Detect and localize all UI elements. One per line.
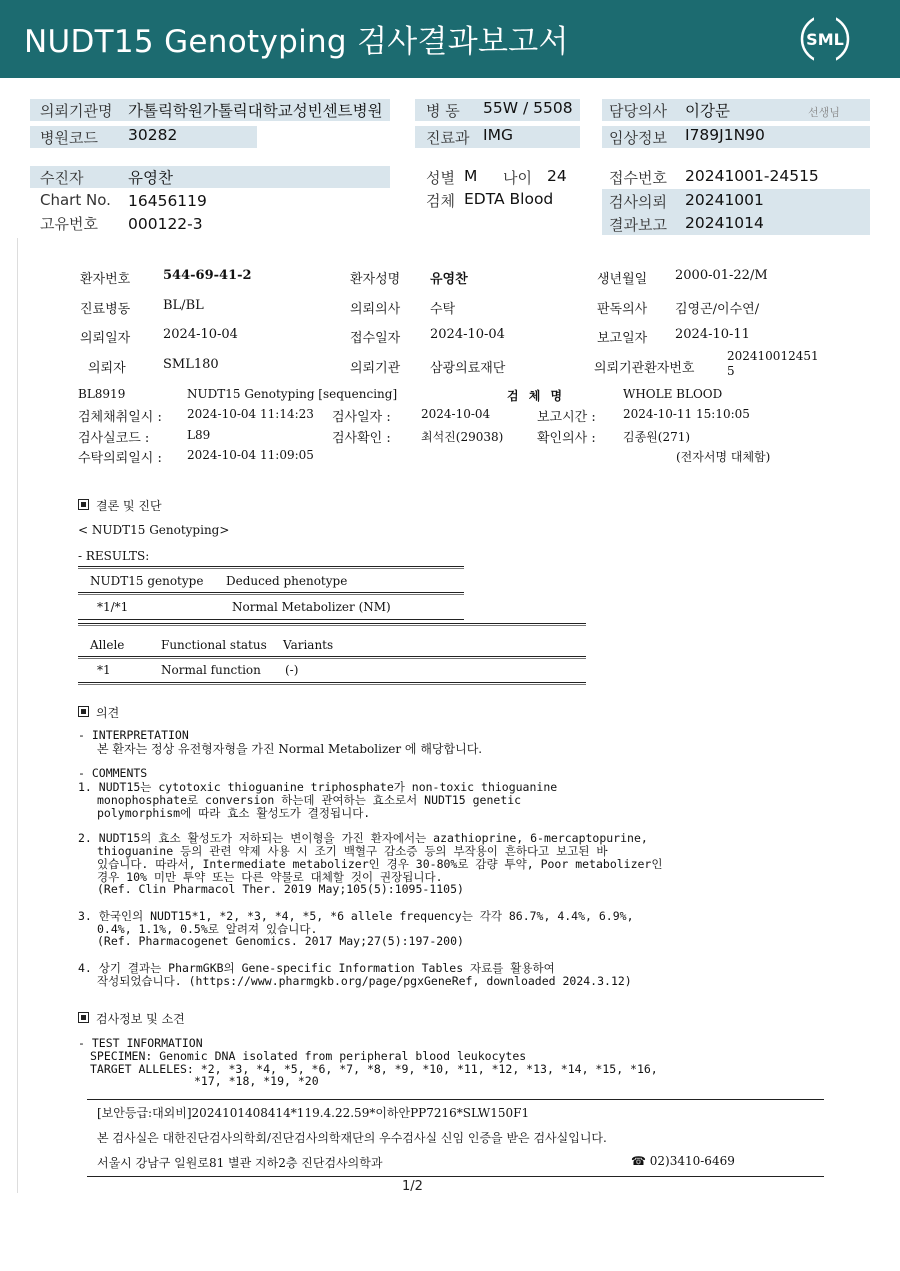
logo-text: SML [806, 30, 844, 49]
comment-line: (Ref. Clin Pharmacol Ther. 2019 May;105(5):1095-1105) [97, 882, 464, 896]
t2-variants: (-) [285, 663, 299, 677]
cert-line: 본 검사실은 대한진단검사의학회/진단검사의학재단의 우수검사실 신임 인증을 받은 검사실입니다. [97, 1131, 607, 1145]
table-rule [78, 684, 586, 685]
code-value: 30282 [128, 126, 178, 144]
report-label: 판독의사 [597, 302, 648, 317]
esign-note: (전자서명 대체함) [676, 450, 771, 464]
table-rule [78, 623, 586, 624]
testinfo-target: TARGET ALLELES: *2, *3, *4, *5, *6, *7, *8, *9, *10, *11, *12, *13, *14, *15, *16, [90, 1062, 658, 1076]
report-value: 544-69-41-2 [163, 268, 252, 283]
page-edge-line [17, 238, 18, 1193]
sex-label: 성별 [426, 169, 455, 187]
patient-label: 수진자 [40, 169, 84, 187]
test-date-value: 2024-10-04 [421, 407, 491, 421]
t1-genotype: *1/*1 [97, 600, 129, 614]
table-rule [78, 682, 586, 683]
table-rule [78, 566, 464, 567]
age-label: 나이 [503, 169, 532, 187]
report-label: 환자번호 [80, 272, 131, 287]
consign-value: 2024-10-04 11:09:05 [187, 448, 314, 462]
report-value: 2000-01-22/M [675, 268, 768, 283]
report-label: 의뢰자 [88, 361, 126, 376]
test-code: BL8919 [78, 387, 126, 401]
doctor-value: 이강문 [685, 102, 730, 120]
page-number: 1/2 [402, 1179, 423, 1194]
comments-title: - COMMENTS [78, 766, 148, 780]
report-value: BL/BL [163, 298, 204, 313]
comment-line: 0.4%, 1.1%, 0.5%로 알려져 있습니다. [97, 922, 318, 936]
patient-value: 유영찬 [128, 169, 173, 187]
report-value: 5 [727, 364, 735, 378]
report-value: 삼광의료재단 [430, 361, 506, 376]
report-label: 환자성명 [350, 272, 401, 287]
comment-line: polymorphism에 따라 효소 활성도가 결정됩니다. [97, 806, 371, 820]
t1-header-genotype: NUDT15 genotype [90, 574, 204, 588]
result-label: 결과보고 [609, 216, 667, 234]
report-label: 의뢰일자 [80, 331, 131, 346]
section-bullet-icon [78, 1012, 89, 1023]
comment-line: monophosphate로 conversion 하는데 관여하는 효소로서 NUDT15 genetic [97, 793, 522, 807]
comment-line: 경우 10% 미만 투약 또는 다른 약물로 대체할 것이 권장됩니다. [97, 870, 443, 884]
room-value: L89 [187, 428, 211, 442]
interp-text: 본 환자는 정상 유전형자형을 가진 Normal Metabolizer 에 해당합니다. [97, 742, 483, 756]
report-label: 의뢰의사 [350, 302, 401, 317]
report-value: 2024-10-11 [675, 327, 750, 342]
testinfo-specimen: SPECIMEN: Genomic DNA isolated from peripheral blood leukocytes [90, 1049, 527, 1063]
collect-value: 2024-10-04 11:14:23 [187, 407, 314, 421]
t2-header-status: Functional status [161, 638, 267, 652]
doctor-label: 담당의사 [609, 102, 667, 120]
section-testinfo: 검사정보 및 소견 [78, 1010, 185, 1027]
specimen-name-label: 검 체 명 [507, 389, 563, 403]
collect-label: 검체채취일시 : [78, 410, 162, 425]
table-rule [78, 619, 464, 620]
report-label: 의뢰기관 [350, 361, 401, 376]
results-title: - RESULTS: [78, 549, 150, 563]
report-label: 접수일자 [350, 331, 401, 346]
report-value: 202410012451 [727, 349, 819, 363]
report-time-value: 2024-10-11 15:10:05 [623, 407, 750, 421]
table-rule [78, 656, 586, 657]
testinfo-target: *17, *18, *19, *20 [194, 1074, 319, 1088]
receipt-value: 20241001-24515 [685, 167, 819, 185]
t2-status: Normal function [161, 663, 261, 677]
dept-value: IMG [483, 126, 513, 144]
result-value: 20241014 [685, 214, 764, 232]
t2-allele: *1 [97, 663, 111, 677]
address-line: 서울시 강남구 일원로81 별관 지하2층 진단검사의학과 [97, 1156, 383, 1170]
footer-rule [87, 1099, 824, 1100]
report-value: SML180 [163, 357, 219, 372]
phone-line: ☎ 02)3410-6469 [631, 1154, 735, 1168]
comment-line: 있습니다. 따라서, Intermediate metabolizer인 경우 30-80%로 감량 투약, Poor metabolizer인 [97, 857, 663, 871]
info-bar [30, 166, 390, 188]
comment-line: 1. NUDT15는 cytotoxic thioguanine triphosphate가 non-toxic thioguanine [78, 780, 558, 794]
report-value: 수탁 [430, 302, 456, 317]
dept-label: 진료과 [426, 129, 470, 147]
confirm-label: 검사확인 : [332, 431, 391, 446]
request-label: 검사의뢰 [609, 193, 667, 211]
report-label: 보고일자 [597, 331, 648, 346]
report-value: 유영찬 [430, 272, 468, 287]
request-value: 20241001 [685, 191, 764, 209]
report-title: NUDT15 Genotyping 검사결과보고서 [24, 24, 569, 60]
clinical-label: 임상정보 [609, 129, 667, 147]
confirm-doc-value: 김종원(271) [623, 430, 691, 444]
report-label: 생년월일 [597, 272, 648, 287]
uid-value: 000122-3 [128, 215, 203, 233]
ward-label: 병 동 [426, 102, 460, 120]
testinfo-title: - TEST INFORMATION [78, 1036, 203, 1050]
table-rule [78, 658, 586, 659]
comment-line: 3. 한국인의 NUDT15*1, *2, *3, *4, *5, *6 allele frequency는 각각 86.7%, 4.4%, 6.9%, [78, 909, 634, 923]
receipt-label: 접수번호 [609, 169, 667, 187]
doctor-suffix: 선생님 [808, 106, 840, 119]
report-value: 2024-10-04 [430, 327, 505, 342]
t1-header-phenotype: Deduced phenotype [226, 574, 348, 588]
test-date-label: 검사일자 : [332, 410, 391, 425]
room-label: 검사실코드 : [78, 431, 150, 446]
specimen-name: WHOLE BLOOD [623, 387, 723, 401]
chart-label: Chart No. [40, 191, 111, 209]
section-conclusion: 결론 및 진단 [78, 497, 162, 514]
comment-line: thioguanine 등의 관련 약제 사용 시 조기 백혈구 감소증 등의 부작용이 흔하다고 보고된 바 [97, 844, 608, 858]
comment-line: 작성되었습니다. (https://www.pharmgkb.org/page/pgxGeneRef, downloaded 2024.3.12) [97, 974, 632, 988]
report-label: 진료병동 [80, 302, 131, 317]
table-rule [78, 592, 464, 593]
t2-header-allele: Allele [90, 638, 125, 652]
confirm-value: 최석진(29038) [421, 430, 504, 444]
t2-header-variants: Variants [283, 638, 334, 652]
section-bullet-icon [78, 706, 89, 717]
age-value: 24 [547, 167, 567, 185]
report-time-label: 보고시간 : [537, 410, 596, 425]
specimen-label: 검체 [426, 192, 455, 210]
conclusion-sub: < NUDT15 Genotyping> [78, 523, 230, 537]
t1-phenotype: Normal Metabolizer (NM) [232, 600, 391, 614]
report-header [0, 0, 900, 78]
comment-line: (Ref. Pharmacogenet Genomics. 2017 May;27(5):197-200) [97, 934, 464, 948]
section-opinion: 의견 [78, 704, 119, 721]
test-name: NUDT15 Genotyping [sequencing] [187, 387, 398, 401]
specimen-value: EDTA Blood [464, 190, 554, 208]
report-value: 2024-10-04 [163, 327, 238, 342]
sex-value: M [464, 167, 478, 185]
comment-line: 4. 상기 결과는 PharmGKB의 Gene-specific Information Tables 자료를 활용하여 [78, 961, 555, 975]
confirm-doc-label: 확인의사 : [537, 431, 596, 446]
hospital-label: 의뢰기관명 [40, 102, 113, 120]
table-rule [78, 568, 464, 569]
table-rule [78, 625, 586, 626]
report-label: 의뢰기관환자번호 [594, 361, 695, 376]
clinical-value: I789J1N90 [685, 126, 765, 144]
interp-title: - INTERPRETATION [78, 728, 189, 742]
comment-line: 2. NUDT15의 효소 활성도가 저하되는 변이형을 가진 환자에서는 azathioprine, 6-mercaptopurine, [78, 831, 648, 845]
chart-value: 16456119 [128, 192, 207, 210]
sml-logo-icon [800, 14, 850, 64]
code-label: 병원코드 [40, 129, 98, 147]
uid-label: 고유번호 [40, 215, 98, 233]
hospital-value: 가톨릭학원가톨릭대학교성빈센트병원 [128, 102, 383, 120]
report-value: 김영곤/이수연/ [675, 302, 760, 317]
footer-rule [87, 1176, 824, 1177]
ward-value: 55W / 5508 [483, 99, 573, 117]
section-bullet-icon [78, 499, 89, 510]
security-line: [보안등급:대외비]2024101408414*119.4.22.59*이하안PP7216*SLW150F1 [97, 1106, 530, 1120]
consign-label: 수탁의뢰일시 : [78, 451, 162, 466]
table-rule [78, 594, 464, 595]
